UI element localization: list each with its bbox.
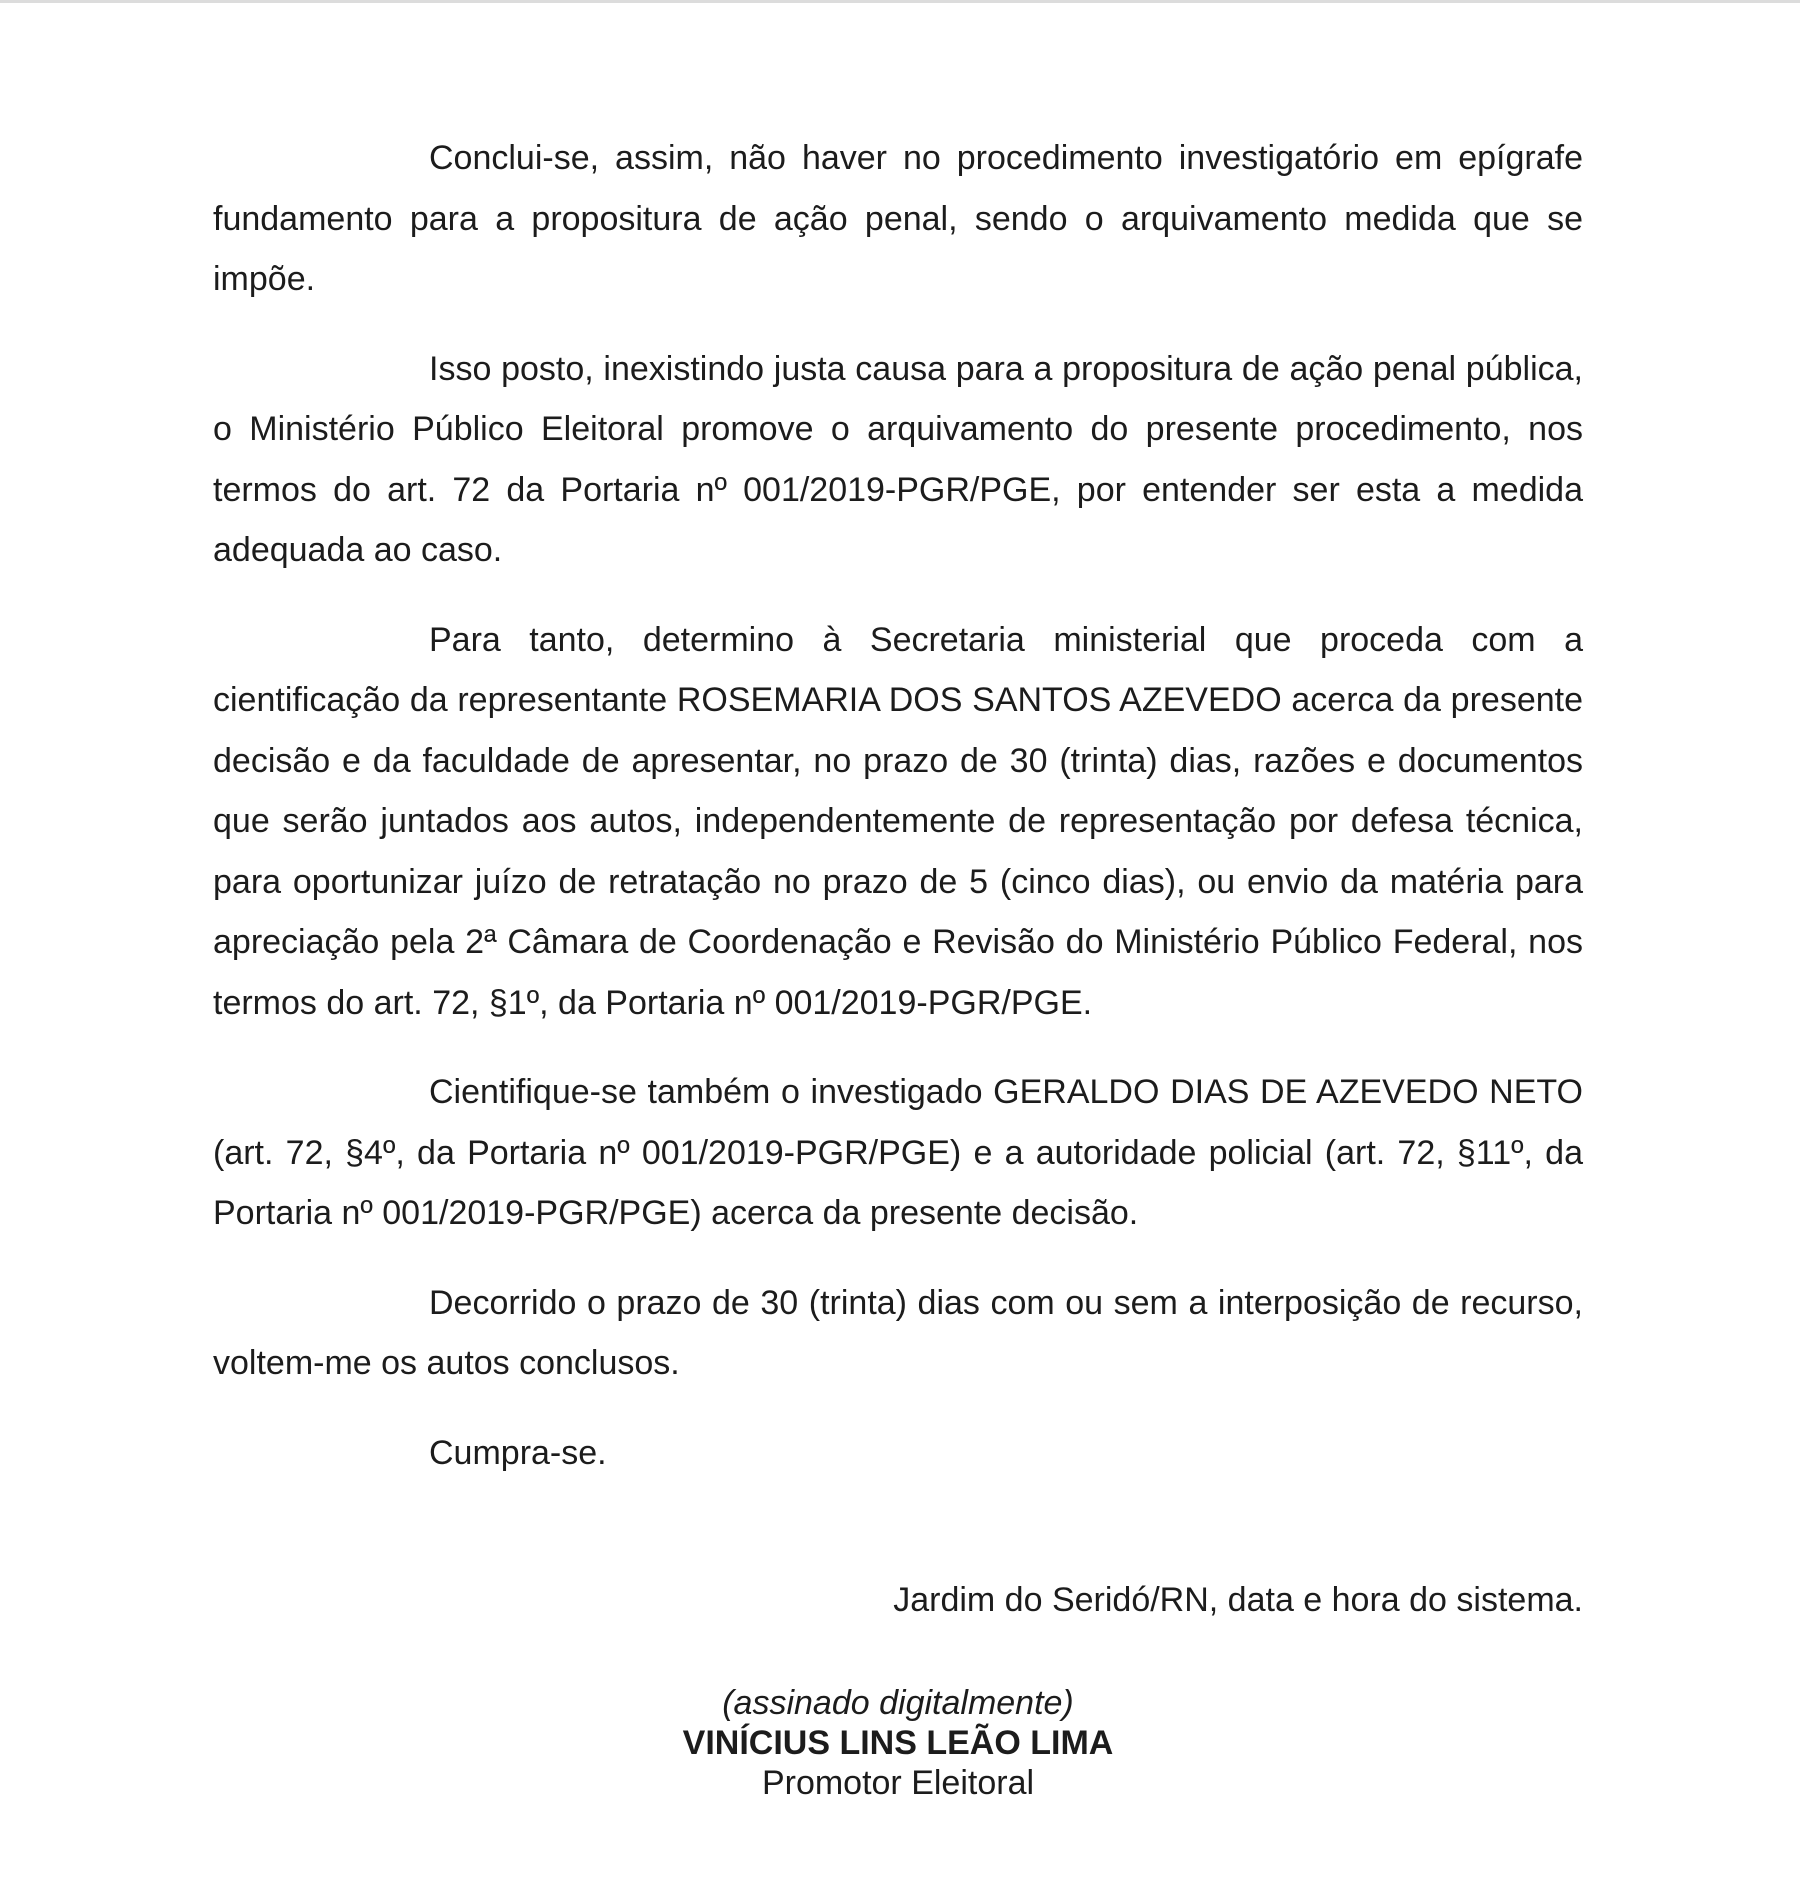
document-body [213, 128, 1583, 1512]
paragraph-deadline: Decorrido o prazo de 30 (trinta) dias com ou sem a interposição de recurso, voltem-me os autos conclusos. [213, 1283, 1583, 1382]
paragraph-archiving: Isso posto, inexistindo justa causa para a propositura de ação penal pública, o Ministério Público Eleitoral promove o arquivamento do presente procedimento, nos termos do art. 72 da Portaria nº 001/2019-PGR/PGE, por entender ser esta a medida adequada ao caso. [213, 349, 1583, 569]
paragraph-notification-investigated: Cientifique-se também o investigado GERALDO DIAS DE AZEVEDO NETO (art. 72, §4º, da Portaria nº 001/2019-PGR/PGE) e a autoridade policial (art. 72, §11º, da Portaria nº 001/2019-PGR/PGE) acerca da presente decisão. [213, 1073, 1583, 1232]
top-divider [0, 0, 1800, 3]
paragraph-notification-representative: Para tanto, determino à Secretaria ministerial que proceda com a cientificação da representante ROSEMARIA DOS SANTOS AZEVEDO acerca da presente decisão e da faculdade de apresentar, no prazo de 30 (trinta) dias, razões e documentos que serão juntados aos autos, independentemente de representação por defesa técnica, para oportunizar juízo de retratação no prazo de 5 (cinco dias), ou envio da matéria para apreciação pela 2ª Câmara de Coordenação e Revisão do Ministério Público Federal, nos termos do art. 72, §1º, da Portaria nº 001/2019-PGR/PGE. [213, 620, 1583, 1022]
signatory-role: Promotor Eleitoral [761, 1764, 1035, 1802]
paragraph-conclusion: Conclui-se, assim, não haver no procedimento investigatório em epígrafe fundamento para a propositura de ação penal, sendo o arquivamento medida que se impõe. [213, 139, 1583, 298]
signature-block [213, 1683, 1583, 1803]
signatory-name: VINÍCIUS LINS LEÃO LIMA [682, 1724, 1114, 1762]
signature-note: (assinado digitalmente) [722, 1684, 1074, 1722]
place-and-date: Jardim do Seridó/RN, data e hora do sistema. [893, 1581, 1583, 1619]
paragraph-cumpra-se: Cumpra-se. [429, 1433, 607, 1472]
